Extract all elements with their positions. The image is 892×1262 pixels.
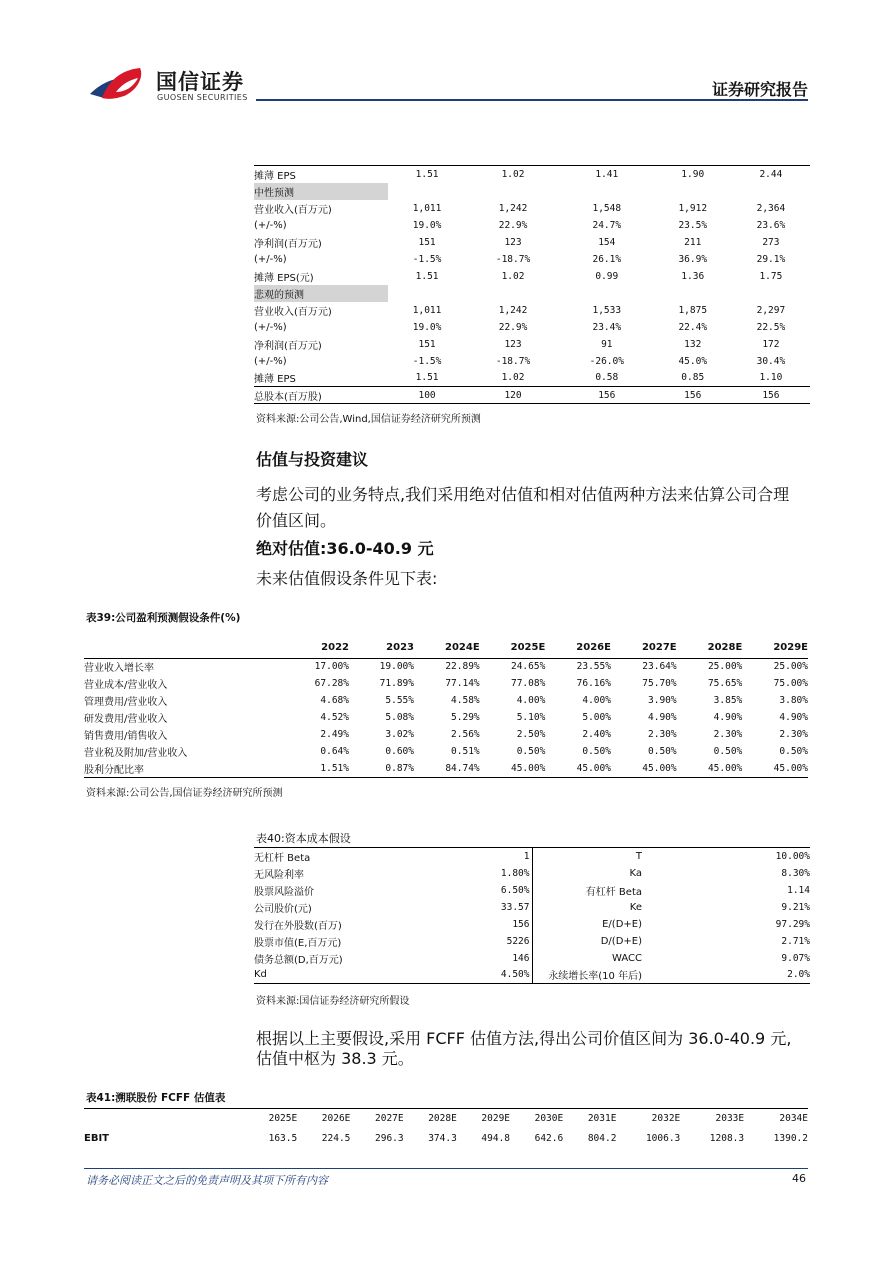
profit-assumptions-table [84, 638, 808, 778]
table-cell: 19.00% [379, 661, 414, 673]
table-row [84, 658, 808, 675]
year-header: 2023 [349, 638, 414, 658]
row-label: 管理费用/营业收入 [84, 697, 168, 708]
table-cell: 1.02 [501, 270, 525, 282]
assumptions-intro: 未来估值假设条件见下表: [256, 569, 438, 588]
table-cell: 374.3 [428, 1133, 457, 1144]
absolute-valuation-heading: 绝对估值:36.0-40.9 元 [256, 539, 434, 558]
table-cell: 0.50% [713, 746, 743, 757]
param-label: WACC [612, 952, 642, 964]
year-header: 2032E [616, 1109, 680, 1129]
year-header: 2024E [414, 638, 480, 658]
table-row [84, 675, 808, 692]
table-row [254, 234, 810, 251]
guosen-logo-icon [86, 62, 148, 104]
param-value: 9.21% [781, 901, 810, 913]
row-label: (+/-%) [254, 355, 287, 367]
table-cell: 4.52% [320, 712, 349, 723]
table-cell: 3.85% [713, 695, 743, 706]
table-cell: 296.3 [375, 1133, 404, 1144]
param-label: Ke [629, 901, 642, 913]
table-row [84, 760, 808, 777]
table-row [254, 217, 810, 234]
report-type: 证券研究报告 [711, 80, 808, 99]
row-label: 研发费用/营业收入 [84, 714, 168, 725]
row-label: 营业收入增长率 [84, 663, 154, 675]
table-cell: 91 [601, 338, 613, 350]
param-value: 97.29% [775, 918, 810, 930]
row-label: 摊薄 EPS [254, 166, 388, 183]
table-cell [732, 183, 810, 200]
table-cell [560, 183, 654, 200]
valuation-heading: 估值与投资建议 [256, 450, 369, 469]
table-row [254, 916, 810, 933]
table-cell: 19.0% [412, 219, 442, 231]
table-cell: 29.1% [756, 253, 786, 265]
table-cell [732, 285, 810, 302]
table-cell: 1,548 [592, 202, 622, 214]
table-cell: -18.7% [495, 355, 531, 367]
param-label: D/(D+E) [600, 935, 642, 947]
table-cell: 75.65% [707, 678, 743, 689]
year-header: 2033E [680, 1109, 744, 1129]
table-cell: 84.74% [414, 760, 480, 777]
table-cell: 45.0% [678, 355, 708, 367]
table-cell: 19.0% [412, 321, 442, 333]
table40-source: 资料来源:国信证券经济研究所假设 [256, 996, 410, 1007]
table-cell: 123 [504, 338, 522, 350]
table-cell: 1.51 [415, 270, 439, 282]
forecast-table-source: 资料来源:公司公告,Wind,国信证券经济研究所预测 [256, 414, 481, 425]
table-cell: 4.58% [451, 695, 480, 706]
table-cell: 22.89% [445, 661, 480, 673]
param-label: 公司股价(元) [254, 903, 312, 915]
table-cell: 67.28% [314, 678, 349, 689]
table39-source: 资料来源:公司公告,国信证券经济研究所预测 [86, 788, 283, 799]
conclusion-line2: 估值中枢为 38.3 元。 [256, 1049, 414, 1068]
table-cell: 22.9% [498, 219, 528, 231]
table-cell: -1.5% [412, 355, 442, 367]
table-row [254, 950, 810, 967]
table-cell: -1.5% [412, 253, 442, 265]
table-cell: 23.64% [642, 661, 677, 673]
param-value: 156 [414, 916, 532, 933]
table-cell: 1.10 [759, 372, 783, 384]
table-cell: 45.00% [742, 760, 808, 777]
row-label: 摊薄 EPS [254, 374, 296, 386]
table-cell: 120 [466, 387, 560, 404]
table-cell: 0.87% [349, 760, 414, 777]
table-cell [466, 285, 560, 302]
table-cell: 4.00% [516, 695, 546, 706]
table-row [254, 967, 810, 984]
param-value: 9.07% [781, 952, 810, 964]
table-cell: 1,011 [412, 304, 442, 316]
year-header: 2031E [563, 1109, 616, 1129]
table-cell: 75.00% [773, 678, 808, 689]
table-row [254, 183, 810, 200]
table-cell: 5.29% [451, 712, 480, 723]
table-cell: 22.9% [498, 321, 528, 333]
year-header: 2030E [510, 1109, 563, 1129]
table-row [254, 370, 810, 387]
param-label: 发行在外股数(百万) [254, 920, 342, 932]
conclusion-line1: 根据以上主要假设,采用 FCFF 估值方法,得出公司价值区间为 36.0-40.9 元, [256, 1029, 792, 1048]
table-row [254, 319, 810, 336]
table-cell: 0.50% [516, 746, 546, 757]
table-cell [466, 183, 560, 200]
table-cell: 123 [504, 236, 522, 248]
table-cell: 23.6% [756, 219, 786, 231]
table-cell: 1,242 [498, 202, 528, 214]
page-number: 46 [792, 1172, 806, 1185]
footer-disclaimer: 请务必阅读正文之后的免责声明及其项下所有内容 [86, 1174, 328, 1187]
year-header: 2027E [350, 1109, 403, 1129]
table-cell: 2.30% [648, 729, 677, 740]
table-cell: 804.2 [587, 1133, 617, 1144]
forecast-table [254, 165, 810, 404]
table-cell: 1390.2 [773, 1133, 808, 1144]
table-cell: -26.0% [589, 355, 624, 367]
table-cell: 273 [762, 236, 780, 248]
table-header-row [84, 638, 808, 658]
table-cell: 75.70% [642, 678, 677, 689]
table-cell: 4.90% [648, 712, 677, 723]
row-label: 营业收入(百万元) [254, 306, 332, 318]
table41-caption: 表41:溯联股份 FCFF 估值表 [86, 1092, 226, 1104]
table-row [254, 166, 810, 183]
table-cell: 1,912 [678, 202, 708, 214]
valuation-paragraph-line2: 价值区间。 [256, 511, 337, 530]
table-row [254, 353, 810, 370]
table-cell: 154 [598, 236, 616, 248]
table-cell: 77.14% [445, 678, 480, 689]
row-label: 摊薄 EPS(元) [254, 272, 314, 284]
table39-caption: 表39:公司盈利预测假设条件(%) [86, 612, 241, 624]
header-divider [256, 99, 808, 101]
table-row [254, 336, 810, 353]
table-cell: 3.90% [648, 695, 677, 706]
table-cell: 5.08% [385, 712, 414, 723]
param-label: T [532, 848, 670, 865]
table-cell: 151 [418, 338, 436, 350]
table-cell: 5.10% [516, 712, 546, 723]
param-label: 股票风险溢价 [254, 886, 314, 898]
table-cell: 1.75 [759, 270, 783, 282]
table-cell: 1.36 [681, 270, 705, 282]
table-cell [388, 183, 466, 200]
table-cell: 4.90% [779, 712, 808, 723]
table-cell: 45.00% [480, 760, 546, 777]
param-value: 1.80% [414, 865, 532, 882]
fcff-valuation-table [84, 1108, 808, 1149]
year-header: 2028E [404, 1109, 457, 1129]
table-row [254, 848, 810, 865]
table-cell: 2,297 [756, 304, 786, 316]
table-cell: 36.9% [678, 253, 708, 265]
param-value: 33.57 [414, 899, 532, 916]
table-cell: 211 [684, 236, 702, 248]
table-row [254, 251, 810, 268]
table-row [254, 200, 810, 217]
param-value: 5226 [414, 933, 532, 950]
table-cell: 156 [560, 387, 654, 404]
table-cell: 0.50% [648, 746, 677, 757]
table-row [254, 899, 810, 916]
table-row [84, 726, 808, 743]
table-cell: 132 [684, 338, 702, 350]
table-cell: 23.4% [592, 321, 622, 333]
row-label: 中性预测 [254, 183, 388, 200]
table-row [84, 692, 808, 709]
table-cell: 1.02 [501, 372, 525, 384]
row-label: 营业成本/营业收入 [84, 680, 168, 691]
table-cell: 25.00% [773, 661, 808, 673]
table-cell: 3.80% [779, 695, 808, 706]
row-label: 总股本(百万股) [254, 387, 388, 404]
table-row [254, 387, 810, 404]
table-cell: 24.7% [592, 219, 622, 231]
table-row [84, 1129, 808, 1149]
table-cell: 0.60% [385, 746, 414, 757]
year-header: 2026E [297, 1109, 350, 1129]
table-cell: 76.16% [576, 678, 611, 689]
table-cell: 22.5% [756, 321, 786, 333]
year-header: 2029E [457, 1109, 510, 1129]
table-cell: 0.99 [595, 270, 619, 282]
table-cell: 151 [418, 236, 436, 248]
table-cell: 4.68% [320, 695, 349, 706]
table-cell: 2,364 [756, 202, 786, 214]
brand-name-en: GUOSEN SECURITIES [157, 93, 248, 102]
table-cell: 1,875 [678, 304, 708, 316]
param-label: 有杠杆 Beta [585, 886, 642, 898]
table-cell: 45.00% [611, 760, 677, 777]
row-label: EBIT [84, 1133, 109, 1144]
table-cell: 0.64% [320, 746, 349, 757]
table-cell: 0.51% [451, 746, 480, 757]
table-cell: 163.5 [268, 1133, 298, 1144]
param-label: E/(D+E) [602, 918, 642, 930]
table-cell: 23.55% [576, 661, 611, 673]
table-cell: 45.00% [545, 760, 611, 777]
table-cell: -18.7% [495, 253, 531, 265]
table-cell [654, 183, 732, 200]
table-cell: 2.40% [582, 729, 611, 740]
valuation-paragraph-line1: 考虑公司的业务特点,我们采用绝对估值和相对估值两种方法来估算公司合理 [256, 485, 790, 504]
brand-name: 国信证券 [156, 70, 244, 94]
param-value: 1 [414, 848, 532, 865]
row-label: 营业税及附加/营业收入 [84, 748, 188, 759]
param-value: 2.0% [670, 967, 810, 984]
table-cell: 1.02 [466, 166, 560, 183]
row-label: (+/-%) [254, 321, 287, 333]
table-cell: 23.5% [678, 219, 708, 231]
param-label: 无风险利率 [254, 869, 304, 881]
table-cell: 2.56% [451, 729, 480, 740]
param-value: 8.30% [781, 867, 810, 879]
table-header-row [84, 1109, 808, 1129]
table-cell: 22.4% [678, 321, 708, 333]
param-value: 2.71% [781, 935, 810, 947]
table-cell: 1.51 [388, 166, 466, 183]
table-cell: 45.00% [677, 760, 743, 777]
table-cell: 5.00% [582, 712, 611, 723]
row-label: 股利分配比率 [84, 760, 284, 777]
table-cell: 2.30% [779, 729, 808, 740]
year-header: 2025E [480, 638, 546, 658]
row-label: (+/-%) [254, 219, 287, 231]
param-label: 债务总额(D,百万元) [254, 954, 343, 966]
row-label: 营业收入(百万元) [254, 204, 332, 216]
table-cell: 1.41 [560, 166, 654, 183]
table-cell: 156 [732, 387, 810, 404]
year-header: 2025E [244, 1109, 297, 1129]
table-cell [560, 285, 654, 302]
header-cell [84, 1109, 244, 1129]
table-row [254, 933, 810, 950]
row-label: 净利润(百万元) [254, 340, 322, 352]
table40-caption: 表40:资本成本假设 [256, 832, 351, 845]
table-cell: 1.90 [654, 166, 732, 183]
param-value: 1.14 [787, 884, 810, 896]
table-cell: 30.4% [756, 355, 786, 367]
table-row [254, 882, 810, 899]
table-cell: 1.51% [284, 760, 349, 777]
table-cell: 1,011 [412, 202, 442, 214]
table-cell: 224.5 [321, 1133, 351, 1144]
table-cell: 0.85 [681, 372, 705, 384]
table-cell: 77.08% [510, 678, 546, 689]
param-label: 永续增长率(10 年后) [532, 967, 670, 984]
table-cell: 172 [762, 338, 780, 350]
row-label: 悲观的预测 [254, 285, 388, 302]
cost-of-capital-table [254, 847, 810, 984]
table-cell: 26.1% [592, 253, 622, 265]
table-cell: 1,242 [498, 304, 528, 316]
year-header: 2034E [744, 1109, 808, 1129]
table-cell: 156 [654, 387, 732, 404]
row-label: 销售费用/销售收入 [84, 731, 168, 742]
table-cell: 2.49% [320, 729, 349, 740]
year-header: 2028E [677, 638, 743, 658]
table-cell: 5.55% [385, 695, 414, 706]
table-cell: 100 [388, 387, 466, 404]
table-cell: 1006.3 [645, 1133, 681, 1144]
page-header [0, 0, 892, 110]
table-cell: 17.00% [314, 661, 349, 673]
table-cell: 1.51 [415, 372, 439, 384]
table-row [254, 302, 810, 319]
row-label: (+/-%) [254, 253, 287, 265]
year-header: 2026E [545, 638, 611, 658]
table-row [254, 865, 810, 882]
footer-divider [84, 1168, 808, 1169]
table-cell: 4.00% [582, 695, 611, 706]
table-row [254, 285, 810, 302]
table-row [254, 268, 810, 285]
param-label: 无杠杆 Beta [254, 848, 414, 865]
table-cell: 0.50% [779, 746, 808, 757]
table-cell: 0.50% [582, 746, 611, 757]
table-cell: 24.65% [510, 661, 546, 673]
param-value: 10.00% [670, 848, 810, 865]
table-cell: 71.89% [379, 678, 414, 689]
table-cell: 3.02% [385, 729, 414, 740]
year-header: 2022 [284, 638, 349, 658]
table-cell: 642.6 [534, 1133, 564, 1144]
header-cell [84, 638, 284, 658]
table-cell: 2.30% [713, 729, 743, 740]
table-cell [654, 285, 732, 302]
table-cell: 0.58 [595, 372, 619, 384]
param-label: 股票市值(E,百万元) [254, 937, 342, 949]
table-cell: 2.50% [516, 729, 546, 740]
year-header: 2029E [742, 638, 808, 658]
param-label: Ka [629, 867, 642, 879]
table-cell: 2.44 [732, 166, 810, 183]
table-cell: 4.90% [713, 712, 743, 723]
table-cell: 494.8 [481, 1133, 511, 1144]
table-row [84, 709, 808, 726]
table-cell: 25.00% [707, 661, 743, 673]
param-value: 6.50% [414, 882, 532, 899]
param-value: 4.50% [414, 967, 532, 984]
table-cell [388, 285, 466, 302]
param-value: 146 [414, 950, 532, 967]
param-label: Kd [254, 967, 414, 984]
row-label: 净利润(百万元) [254, 238, 322, 250]
table-row [84, 743, 808, 760]
table-cell: 1,533 [592, 304, 622, 316]
table-cell: 1208.3 [709, 1133, 745, 1144]
year-header: 2027E [611, 638, 677, 658]
